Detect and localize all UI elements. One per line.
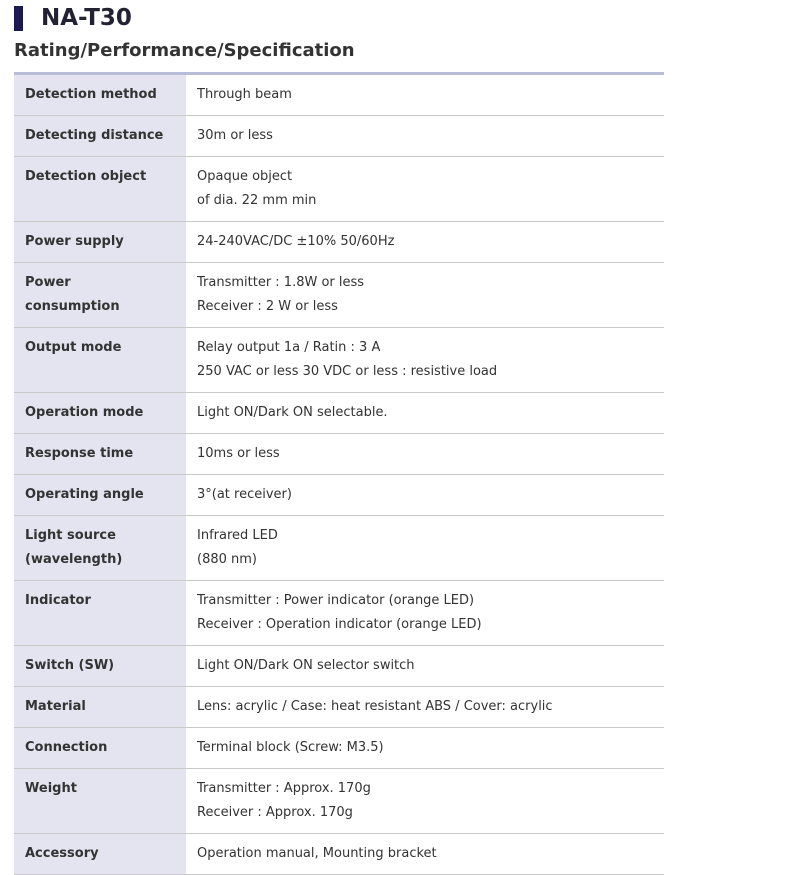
spec-value: 3°(at receiver) (197, 487, 292, 502)
spec-value: of dia. 22 mm min (197, 193, 317, 208)
spec-label-cell (14, 328, 186, 393)
spec-label: consumption (25, 299, 120, 314)
spec-label-cell (14, 75, 186, 116)
spec-value-cell (186, 157, 664, 222)
section-heading: Rating/Performance/Specification (14, 40, 355, 61)
spec-label-cell (14, 646, 186, 687)
title-accent-bar (14, 6, 23, 31)
spec-value-cell (186, 222, 664, 263)
spec-value: 250 VAC or less 30 VDC or less : resistive load (197, 364, 498, 379)
spec-value: Operation manual, Mounting bracket (197, 846, 437, 861)
spec-value-cell (186, 516, 664, 581)
spec-label: Weight (25, 781, 77, 796)
spec-label: Output mode (25, 340, 122, 355)
spec-value: 30m or less (197, 128, 273, 143)
spec-value: Light ON/Dark ON selectable. (197, 405, 388, 420)
spec-value: 10ms or less (197, 446, 280, 461)
spec-value: Light ON/Dark ON selector switch (197, 658, 415, 673)
spec-label: Light source (25, 528, 116, 543)
spec-row (14, 646, 664, 687)
spec-row (14, 263, 664, 328)
spec-row (14, 75, 664, 116)
spec-value-cell (186, 581, 664, 646)
spec-label-cell (14, 475, 186, 516)
spec-value: Receiver : Approx. 170g (197, 805, 353, 820)
spec-label: Material (25, 699, 86, 714)
spec-label-cell (14, 834, 186, 875)
spec-label: Power supply (25, 234, 124, 249)
spec-value: 24-240VAC/DC ±10% 50/60Hz (197, 234, 395, 249)
spec-label: Response time (25, 446, 134, 461)
spec-label: (wavelength) (25, 552, 123, 567)
spec-label-cell (14, 581, 186, 646)
spec-row (14, 393, 664, 434)
spec-value: Terminal block (Screw: M3.5) (197, 740, 384, 755)
spec-value-cell (186, 728, 664, 769)
spec-value-cell (186, 393, 664, 434)
spec-value: Relay output 1a / Ratin : 3 A (197, 340, 381, 355)
spec-row (14, 687, 664, 728)
spec-label-cell (14, 393, 186, 434)
spec-label: Detecting distance (25, 128, 164, 143)
product-title (14, 4, 132, 32)
spec-row (14, 328, 664, 393)
spec-row (14, 475, 664, 516)
spec-value: (880 nm) (197, 552, 257, 567)
spec-value-cell (186, 769, 664, 834)
spec-label-cell (14, 116, 186, 157)
spec-value-cell (186, 475, 664, 516)
spec-label-cell (14, 157, 186, 222)
spec-value: Receiver : 2 W or less (197, 299, 338, 314)
spec-value-cell (186, 646, 664, 687)
spec-value: Lens: acrylic / Case: heat resistant ABS / Cover: acrylic (197, 699, 553, 714)
spec-value-cell (186, 263, 664, 328)
spec-value-cell (186, 328, 664, 393)
spec-value-cell (186, 687, 664, 728)
spec-value-cell (186, 75, 664, 116)
spec-row (14, 769, 664, 834)
spec-label-cell (14, 516, 186, 581)
spec-label: Switch (SW) (25, 658, 115, 673)
spec-row (14, 516, 664, 581)
spec-row (14, 157, 664, 222)
spec-value: Transmitter : Power indicator (orange LED) (197, 593, 475, 608)
spec-table (14, 75, 664, 875)
spec-label-cell (14, 728, 186, 769)
spec-row (14, 116, 664, 157)
spec-row (14, 728, 664, 769)
spec-label-cell (14, 222, 186, 263)
spec-label-cell (14, 434, 186, 475)
spec-label: Accessory (25, 846, 99, 861)
spec-value: Opaque object (197, 169, 293, 184)
spec-value-cell (186, 434, 664, 475)
spec-label-cell (14, 263, 186, 328)
spec-label: Indicator (25, 593, 91, 608)
spec-value: Transmitter : 1.8W or less (197, 275, 365, 290)
spec-value: Transmitter : Approx. 170g (197, 781, 371, 796)
spec-value-cell (186, 834, 664, 875)
spec-row (14, 834, 664, 875)
spec-label-cell (14, 687, 186, 728)
spec-value: Receiver : Operation indicator (orange LED) (197, 617, 482, 632)
spec-value: Infrared LED (197, 528, 278, 543)
spec-label: Connection (25, 740, 108, 755)
spec-row (14, 581, 664, 646)
spec-value: Through beam (197, 87, 292, 102)
spec-row (14, 434, 664, 475)
spec-label: Operation mode (25, 405, 144, 420)
spec-table-body (14, 75, 664, 875)
spec-label: Power (25, 275, 71, 290)
spec-label: Detection object (25, 169, 147, 184)
spec-label: Operating angle (25, 487, 144, 502)
spec-label: Detection method (25, 87, 157, 102)
product-title-text: NA-T30 (41, 5, 132, 31)
spec-label-cell (14, 769, 186, 834)
spec-value-cell (186, 116, 664, 157)
spec-row (14, 222, 664, 263)
